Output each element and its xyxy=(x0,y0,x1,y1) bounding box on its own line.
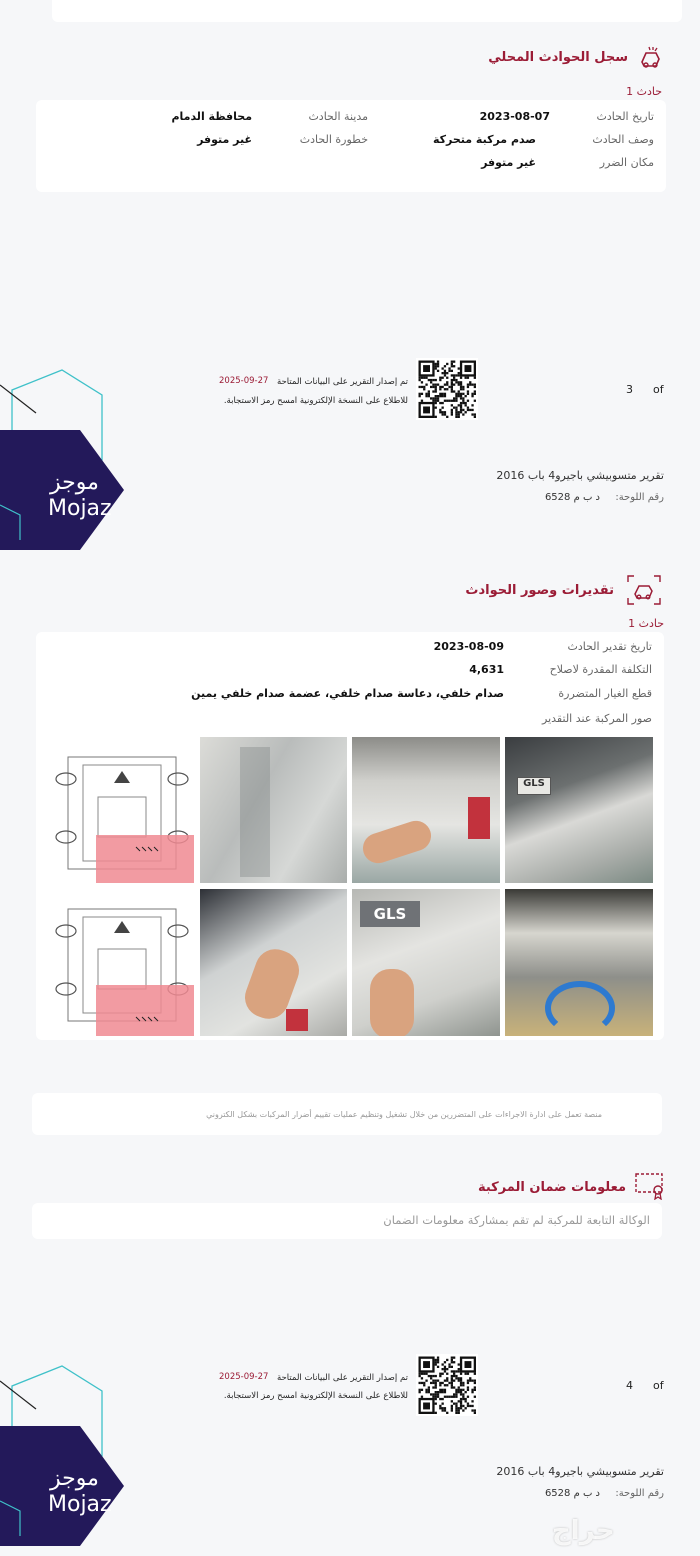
local-accidents-card xyxy=(36,100,666,192)
damage-photo[interactable] xyxy=(352,889,500,1036)
previous-section-card xyxy=(52,0,682,22)
damage-location-value: غير متوفر xyxy=(481,156,536,169)
accident-severity-value: غير متوفر xyxy=(197,133,252,146)
report-issued-date: 2025-09-27 xyxy=(219,1372,269,1382)
accident-severity-label: خطورة الحادث xyxy=(299,133,368,146)
warranty-title: معلومات ضمان المركبة xyxy=(477,1180,626,1195)
accident-description-value: صدم مركبة متحركة xyxy=(432,133,536,146)
damage-diagram xyxy=(48,737,196,883)
certificate-icon xyxy=(634,1172,666,1200)
page-of-label: of xyxy=(653,383,664,396)
damaged-parts-label: قطع الغيار المتضررة xyxy=(558,687,652,700)
accident-date-label: تاريخ الحادث xyxy=(596,110,654,123)
qr-code-icon xyxy=(416,358,478,420)
accident-description-label: وصف الحادث xyxy=(592,133,654,146)
car-crash-icon xyxy=(636,44,664,72)
page-number: 3 xyxy=(626,383,633,396)
damaged-parts-value: صدام خلفي، دعاسة صدام خلفي، عضمة صدام خلفي يمين xyxy=(191,687,504,700)
estimate-date-value: 2023-08-09 xyxy=(433,640,504,653)
logo-english-text: Mojaz xyxy=(48,1492,112,1517)
damage-location-label: مكان الضرر xyxy=(599,156,654,169)
page-of-label: of xyxy=(653,1379,664,1392)
plate-number-value: د ب م 6528 xyxy=(544,1488,600,1499)
platform-note-text: منصة تعمل على ادارة الاجراءات على المتضررين من خلال تشغيل وتنظيم عمليات تقييم أضرار المركبات بشكل الكتروني xyxy=(206,1110,602,1119)
estimates-title: تقديرات وصور الحوادث xyxy=(465,583,614,598)
estimate-date-label: تاريخ تقدير الحادث xyxy=(567,640,652,653)
scan-qr-text: للاطلاع على النسخة الإلكترونية امسح رمز الاستجابة. xyxy=(223,396,408,406)
damage-photo[interactable] xyxy=(352,737,500,883)
accident-city-label: مدينة الحادث xyxy=(308,110,368,123)
damage-diagram xyxy=(48,889,196,1036)
estimated-cost-label: التكلفة المقدرة لاصلاح xyxy=(549,663,652,676)
plate-badge: GLS xyxy=(517,777,551,795)
plate-number-value: د ب م 6528 xyxy=(544,492,600,503)
estimated-cost-value: 4,631 xyxy=(469,663,504,676)
accident-label: حادث 1 xyxy=(626,85,662,98)
haraj-watermark: حراج xyxy=(552,1516,615,1546)
warranty-card xyxy=(32,1203,662,1239)
damage-photo[interactable] xyxy=(200,889,347,1036)
report-issued-text: تم إصدار التقرير على البيانات المتاحة xyxy=(276,1373,408,1383)
accident-city-value: محافظة الدمام xyxy=(171,110,252,123)
report-title: تقرير متسوبيشي باجيرو4 باب 2016 xyxy=(496,1465,664,1478)
car-estimate-icon xyxy=(626,574,662,606)
plate-number-label: رقم اللوحة: xyxy=(615,1488,664,1499)
damage-photo[interactable] xyxy=(200,737,347,883)
plate-badge: GLS xyxy=(360,901,420,927)
damage-photo[interactable] xyxy=(505,737,653,883)
mojaz-logo xyxy=(0,1361,140,1556)
local-accidents-title: سجل الحوادث المحلي xyxy=(488,50,628,65)
logo-english-text: Mojaz xyxy=(48,496,112,521)
logo-arabic-text: موجز xyxy=(50,470,99,495)
warranty-message: الوكالة التابعة للمركبة لم تقم بمشاركة معلومات الضمان xyxy=(383,1213,650,1227)
accident-date-value: 2023-08-07 xyxy=(479,110,550,123)
plate-number-label: رقم اللوحة: xyxy=(615,492,664,503)
damage-photo[interactable] xyxy=(505,889,653,1036)
logo-arabic-text: موجز xyxy=(50,1466,99,1491)
report-issued-text: تم إصدار التقرير على البيانات المتاحة xyxy=(276,377,408,387)
platform-note-card xyxy=(32,1093,662,1135)
report-title: تقرير متسوبيشي باجيرو4 باب 2016 xyxy=(496,469,664,482)
page-number: 4 xyxy=(626,1379,633,1392)
report-issued-date: 2025-09-27 xyxy=(219,376,269,386)
qr-code-icon xyxy=(416,1354,478,1416)
estimate-photos-label: صور المركبة عند التقدير xyxy=(542,712,652,725)
mojaz-logo xyxy=(0,365,140,560)
scan-qr-text: للاطلاع على النسخة الإلكترونية امسح رمز الاستجابة. xyxy=(223,1391,408,1401)
estimate-accident-label: حادث 1 xyxy=(628,617,664,630)
